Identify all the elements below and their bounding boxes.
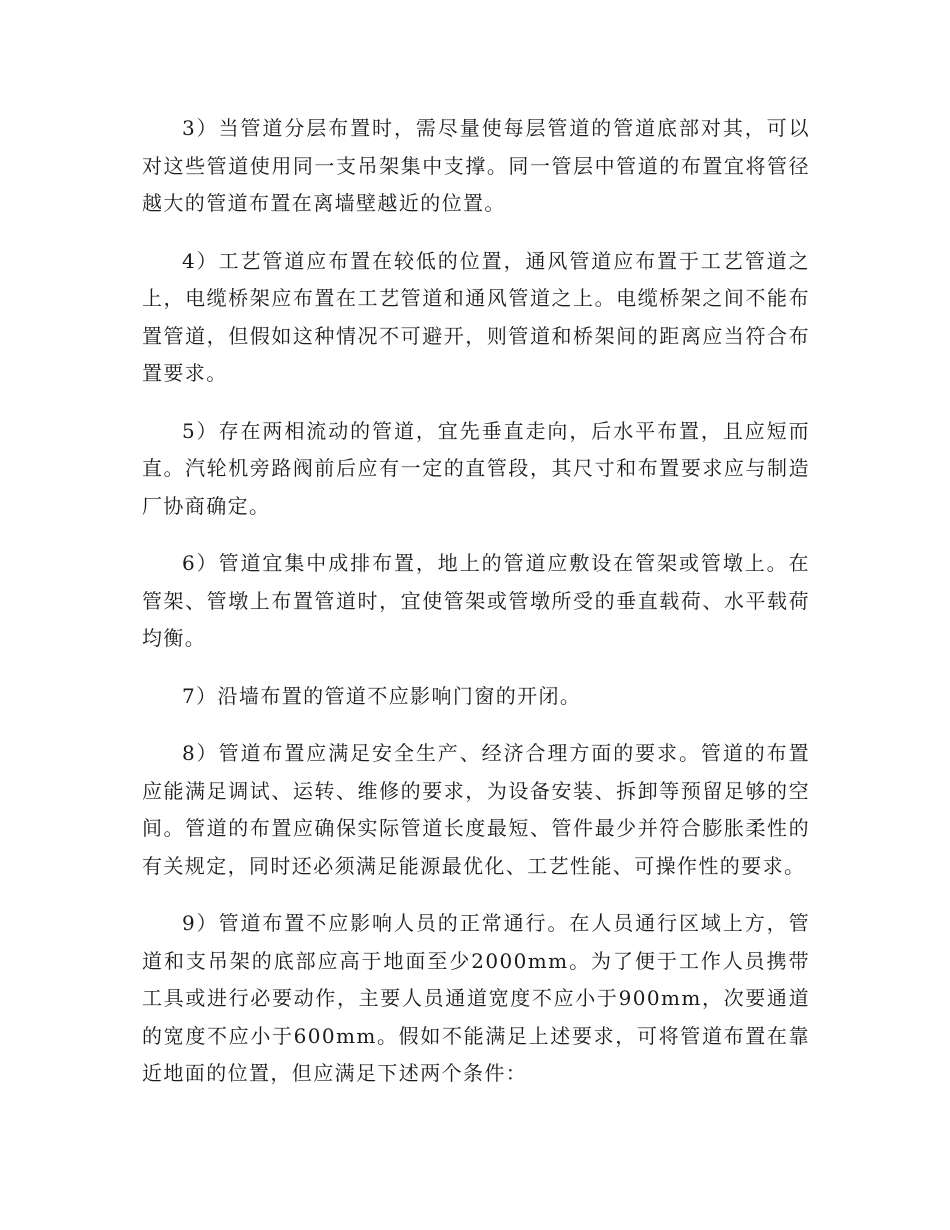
paragraph-3: 3）当管道分层布置时，需尽量使每层管道的管道底部对其，可以对这些管道使用同一支吊架集中支撑。同一管层中管道的布置宜将管径越大的管道布置在离墙壁越近的位置。 [142,116,810,215]
paragraph-5: 5）存在两相流动的管道，宜先垂直走向，后水平布置，且应短而直。汽轮机旁路阀前后应有一定的直管段，其尺寸和布置要求应与制造厂协商确定。 [142,418,810,518]
paragraph-6: 6）管道宜集中成排布置，地上的管道应敷设在管架或管墩上。在管架、管墩上布置管道时，宜使管架或管墩所受的垂直载荷、水平载荷均衡。 [142,551,810,650]
paragraph-8: 8）管道布置应满足安全生产、经济合理方面的要求。管道的布置应能满足调试、运转、维修的要求，为设备安装、拆卸等预留足够的空间。管道的布置应确保实际管道长度最短、管件最少并符合膨胀柔性的有关规定，同时还必须满足能源最优化、工艺性能、可操作性的要求。 [142,741,810,878]
paragraph-4: 4）工艺管道应布置在较低的位置，通风管道应布置于工艺管道之上，电缆桥架应布置在工艺管道和通风管道之上。电缆桥架之间不能布置管道，但假如这种情况不可避开，则管道和桥架间的距离应当符合布置要求。 [142,248,810,385]
paragraph-7: 7）沿墙布置的管道不应影响门窗的开闭。 [182,683,582,708]
document-body [142,110,810,1113]
paragraph-9: 9）管道布置不应影响人员的正常通行。在人员通行区域上方，管道和支吊架的底部应高于地面至少2000mm。为了便于工作人员携带工具或进行必要动作，主要人员通道宽度不应小于900mm，次要通道的宽度不应小于600mm。假如不能满足上述要求，可将管道布置在靠近地面的位置，但应满足下述两个条件： [142,911,810,1085]
